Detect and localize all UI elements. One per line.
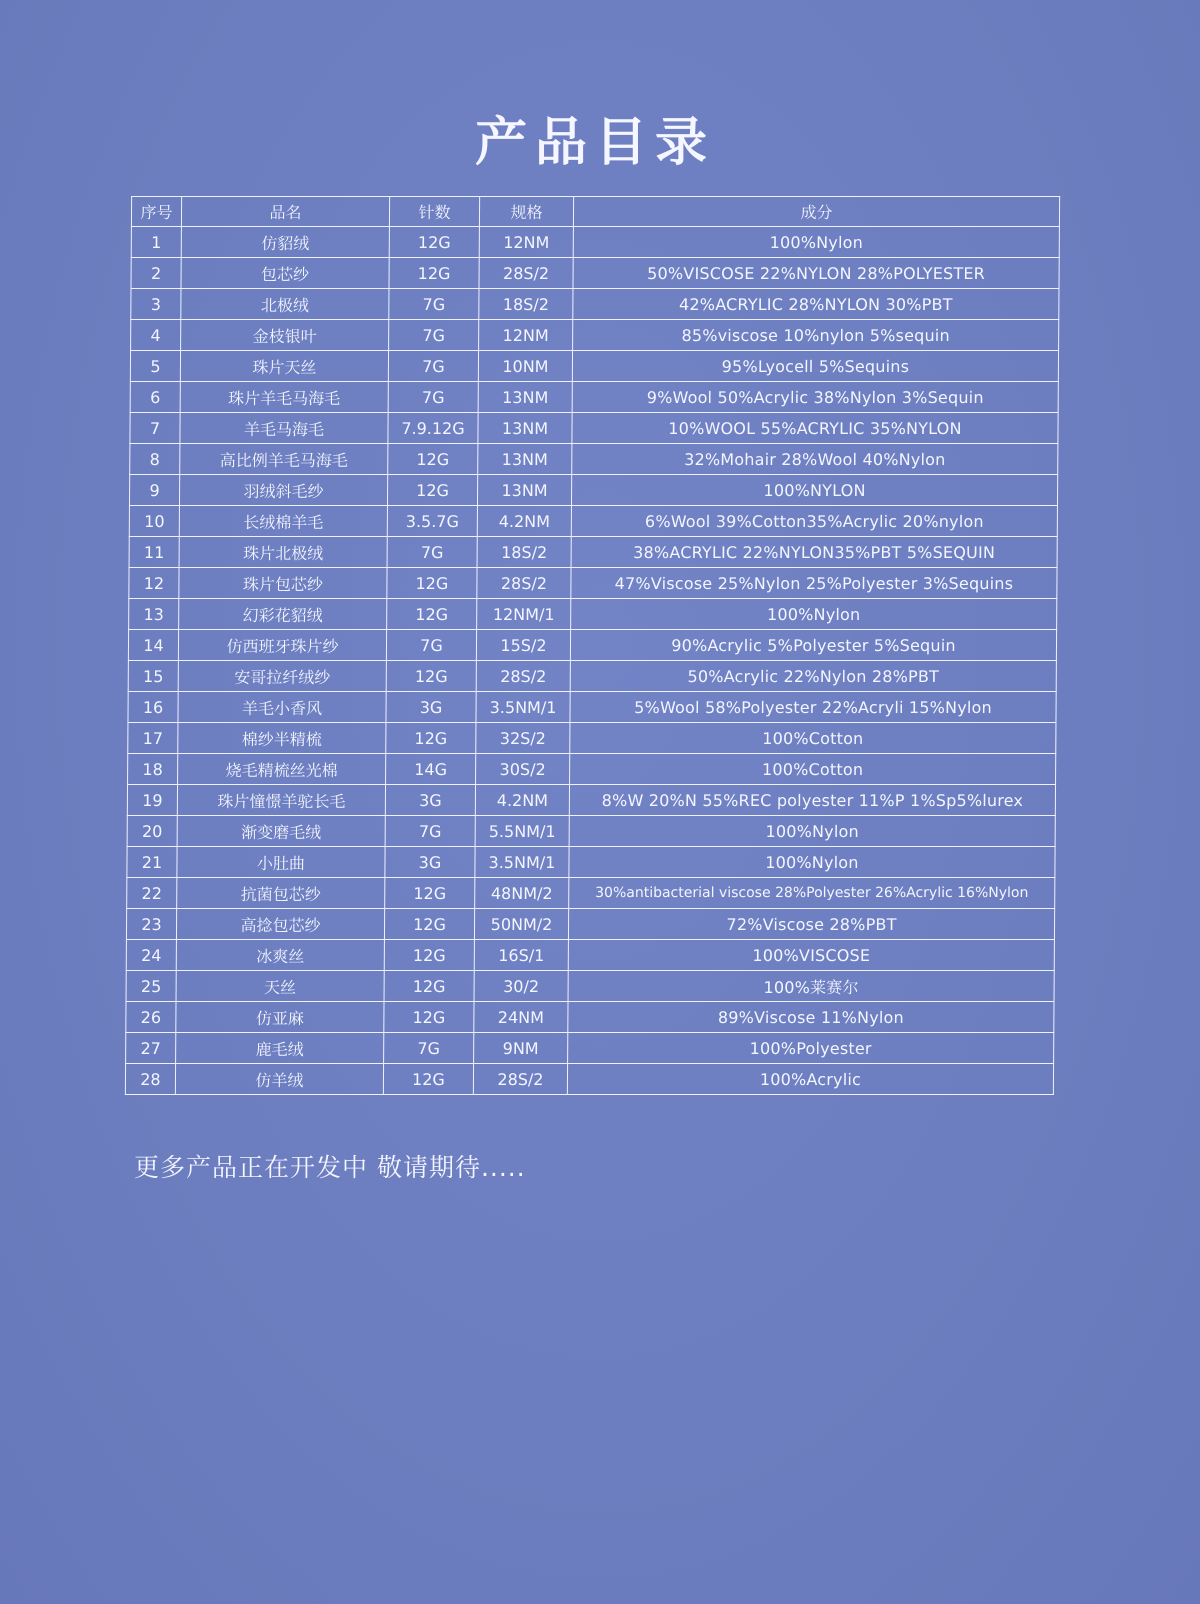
cell-gauge: 3.5.7G (387, 506, 477, 537)
cell-product-name: 珠片憧憬羊驼长毛 (177, 785, 385, 816)
cell-product-name: 冰爽丝 (176, 940, 384, 971)
table-row (126, 909, 1054, 940)
cell-composition: 100%Acrylic (567, 1064, 1053, 1095)
cell-composition: 100%Cotton (570, 754, 1056, 785)
table-row (131, 320, 1059, 351)
cell-product-name: 抗菌包芯纱 (177, 878, 385, 909)
cell-composition: 89%Viscose 11%Nylon (568, 1002, 1054, 1033)
cell-specification: 3.5NM/1 (475, 847, 569, 878)
cell-specification: 30/2 (474, 971, 568, 1002)
cell-gauge: 7G (387, 537, 477, 568)
cell-specification: 12NM/1 (477, 599, 571, 630)
cell-gauge: 12G (384, 971, 474, 1002)
cell-specification: 10NM (478, 351, 572, 382)
table-row (128, 754, 1056, 785)
cell-product-name: 鹿毛绒 (176, 1033, 384, 1064)
table-row (130, 382, 1058, 413)
table-row (126, 1033, 1054, 1064)
cell-gauge: 12G (387, 475, 477, 506)
cell-serial-number: 10 (129, 506, 179, 537)
cell-gauge: 7G (386, 630, 476, 661)
cell-composition: 6%Wool 39%Cotton35%Acrylic 20%nylon (571, 506, 1057, 537)
cell-specification: 48NM/2 (475, 878, 569, 909)
table-row (128, 661, 1056, 692)
table-row (127, 785, 1055, 816)
table-row (129, 475, 1057, 506)
table-row (127, 878, 1055, 909)
cell-composition: 5%Wool 58%Polyester 22%Acryli 15%Nylon (570, 692, 1056, 723)
cell-serial-number: 16 (128, 692, 178, 723)
cell-composition: 100%莱赛尔 (568, 971, 1054, 1002)
cell-product-name: 北极绒 (181, 289, 389, 320)
cell-product-name: 棉纱半精梳 (178, 723, 386, 754)
cell-serial-number: 4 (131, 320, 181, 351)
table-row (131, 289, 1059, 320)
header-specification: 规格 (479, 197, 573, 227)
cell-serial-number: 27 (126, 1033, 176, 1064)
cell-serial-number: 24 (126, 940, 176, 971)
cell-serial-number: 11 (129, 537, 179, 568)
cell-specification: 5.5NM/1 (475, 816, 569, 847)
header-product-name: 品名 (181, 197, 389, 227)
cell-composition: 50%VISCOSE 22%NYLON 28%POLYESTER (573, 258, 1059, 289)
cell-gauge: 7G (384, 1033, 474, 1064)
cell-specification: 28S/2 (477, 568, 571, 599)
cell-specification: 18S/2 (479, 289, 573, 320)
cell-serial-number: 7 (130, 413, 180, 444)
cell-composition: 100%Nylon (569, 816, 1055, 847)
table-row (131, 258, 1059, 289)
cell-specification: 28S/2 (473, 1064, 567, 1095)
cell-specification: 30S/2 (476, 754, 570, 785)
cell-gauge: 12G (384, 909, 474, 940)
table-row (130, 444, 1058, 475)
cell-specification: 50NM/2 (474, 909, 568, 940)
table-header-row (131, 197, 1059, 227)
cell-product-name: 小肚曲 (177, 847, 385, 878)
table-body (125, 227, 1059, 1095)
cell-serial-number: 9 (129, 475, 179, 506)
cell-product-name: 仿羊绒 (175, 1064, 383, 1095)
cell-specification: 13NM (478, 382, 572, 413)
cell-gauge: 7G (388, 351, 478, 382)
cell-serial-number: 6 (130, 382, 180, 413)
cell-product-name: 珠片包芯纱 (179, 568, 387, 599)
cell-composition: 90%Acrylic 5%Polyester 5%Sequin (570, 630, 1056, 661)
cell-gauge: 3G (386, 692, 476, 723)
table-row (131, 227, 1059, 258)
cell-composition: 8%W 20%N 55%REC polyester 11%P 1%Sp5%lurex (569, 785, 1055, 816)
cell-gauge: 7G (389, 289, 479, 320)
cell-serial-number: 19 (127, 785, 177, 816)
cell-composition: 32%Mohair 28%Wool 40%Nylon (572, 444, 1058, 475)
header-composition: 成分 (573, 197, 1059, 227)
cell-gauge: 7G (388, 382, 478, 413)
cell-specification: 28S/2 (479, 258, 573, 289)
cell-specification: 12NM (479, 320, 573, 351)
cell-composition: 100%Nylon (573, 227, 1059, 258)
table-row (129, 599, 1057, 630)
cell-composition: 100%NYLON (571, 475, 1057, 506)
cell-serial-number: 5 (130, 351, 180, 382)
header-gauge: 针数 (389, 197, 479, 227)
table-row (126, 1002, 1054, 1033)
cell-gauge: 7G (389, 320, 479, 351)
cell-gauge: 12G (387, 568, 477, 599)
table-row (129, 537, 1057, 568)
table-row (129, 506, 1057, 537)
table-row (127, 816, 1055, 847)
table-row (125, 1064, 1053, 1095)
cell-gauge: 12G (386, 661, 476, 692)
cell-composition: 38%ACRYLIC 22%NYLON35%PBT 5%SEQUIN (571, 537, 1057, 568)
cell-product-name: 烧毛精梳丝光棉 (178, 754, 386, 785)
cell-gauge: 12G (386, 723, 476, 754)
cell-product-name: 安哥拉纤绒纱 (178, 661, 386, 692)
cell-composition: 100%VISCOSE (568, 940, 1054, 971)
cell-gauge: 12G (389, 227, 479, 258)
cell-composition: 47%Viscose 25%Nylon 25%Polyester 3%Sequins (571, 568, 1057, 599)
cell-product-name: 仿西班牙珠片纱 (178, 630, 386, 661)
cell-composition: 42%ACRYLIC 28%NYLON 30%PBT (573, 289, 1059, 320)
footer-note: 更多产品正在开发中 敬请期待..... (134, 1153, 526, 1182)
cell-composition: 95%Lyocell 5%Sequins (572, 351, 1058, 382)
cell-product-name: 珠片北极绒 (179, 537, 387, 568)
table-row (130, 351, 1058, 382)
cell-product-name: 天丝 (176, 971, 384, 1002)
cell-specification: 18S/2 (477, 537, 571, 568)
cell-composition: 50%Acrylic 22%Nylon 28%PBT (570, 661, 1056, 692)
cell-serial-number: 26 (126, 1002, 176, 1033)
cell-product-name: 仿貂绒 (181, 227, 389, 258)
cell-serial-number: 25 (126, 971, 176, 1002)
cell-product-name: 羊毛小香风 (178, 692, 386, 723)
cell-product-name: 仿亚麻 (176, 1002, 384, 1033)
cell-serial-number: 23 (126, 909, 176, 940)
cell-serial-number: 21 (127, 847, 177, 878)
cell-specification: 16S/1 (474, 940, 568, 971)
cell-specification: 28S/2 (476, 661, 570, 692)
cell-serial-number: 8 (130, 444, 180, 475)
cell-gauge: 12G (383, 1064, 473, 1095)
cell-product-name: 幻彩花貂绒 (179, 599, 387, 630)
cell-serial-number: 28 (125, 1064, 175, 1095)
table-row (128, 630, 1056, 661)
cell-specification: 13NM (478, 444, 572, 475)
cell-composition: 100%Polyester (568, 1033, 1054, 1064)
cell-serial-number: 2 (131, 258, 181, 289)
cell-serial-number: 14 (128, 630, 178, 661)
cell-specification: 4.2NM (477, 506, 571, 537)
cell-composition: 9%Wool 50%Acrylic 38%Nylon 3%Sequin (572, 382, 1058, 413)
cell-product-name: 长绒棉羊毛 (179, 506, 387, 537)
cell-gauge: 12G (387, 599, 477, 630)
cell-composition: 85%viscose 10%nylon 5%sequin (573, 320, 1059, 351)
table-row (130, 413, 1058, 444)
cell-serial-number: 12 (129, 568, 179, 599)
cell-specification: 13NM (478, 413, 572, 444)
cell-composition: 100%Nylon (571, 599, 1057, 630)
table-row (126, 940, 1054, 971)
cell-composition: 100%Cotton (570, 723, 1056, 754)
cell-product-name: 羊毛马海毛 (180, 413, 388, 444)
cell-product-name: 珠片羊毛马海毛 (180, 382, 388, 413)
cell-serial-number: 15 (128, 661, 178, 692)
cell-gauge: 7G (385, 816, 475, 847)
table-row (128, 723, 1056, 754)
cell-gauge: 12G (384, 1002, 474, 1033)
table-row (126, 971, 1054, 1002)
cell-specification: 24NM (474, 1002, 568, 1033)
cell-product-name: 金枝银叶 (181, 320, 389, 351)
table-row (129, 568, 1057, 599)
cell-product-name: 渐变磨毛绒 (177, 816, 385, 847)
cell-product-name: 羽绒斜毛纱 (179, 475, 387, 506)
cell-product-name: 珠片天丝 (180, 351, 388, 382)
cell-specification: 32S/2 (476, 723, 570, 754)
cell-serial-number: 3 (131, 289, 181, 320)
cell-product-name: 高捻包芯纱 (176, 909, 384, 940)
cell-gauge: 12G (384, 940, 474, 971)
cell-specification: 4.2NM (475, 785, 569, 816)
cell-composition: 30%antibacterial viscose 28%Polyester 26%Acrylic 16%Nylon (569, 878, 1055, 909)
cell-composition: 72%Viscose 28%PBT (568, 909, 1054, 940)
table-row (128, 692, 1056, 723)
cell-specification: 13NM (477, 475, 571, 506)
cell-specification: 15S/2 (476, 630, 570, 661)
header-serial-number: 序号 (131, 197, 181, 227)
cell-serial-number: 17 (128, 723, 178, 754)
page-title: 产品目录 (474, 112, 715, 173)
cell-gauge: 12G (388, 444, 478, 475)
cell-product-name: 包芯纱 (181, 258, 389, 289)
cell-gauge: 3G (385, 785, 475, 816)
cell-serial-number: 18 (128, 754, 178, 785)
product-catalog-table (125, 196, 1060, 1095)
cell-specification: 9NM (474, 1033, 568, 1064)
cell-serial-number: 13 (129, 599, 179, 630)
cell-specification: 3.5NM/1 (476, 692, 570, 723)
cell-gauge: 12G (389, 258, 479, 289)
cell-gauge: 3G (385, 847, 475, 878)
cell-specification: 12NM (479, 227, 573, 258)
cell-gauge: 14G (386, 754, 476, 785)
cell-composition: 100%Nylon (569, 847, 1055, 878)
cell-product-name: 高比例羊毛马海毛 (180, 444, 388, 475)
cell-gauge: 12G (385, 878, 475, 909)
cell-serial-number: 22 (127, 878, 177, 909)
table-row (127, 847, 1055, 878)
cell-serial-number: 20 (127, 816, 177, 847)
cell-composition: 10%WOOL 55%ACRYLIC 35%NYLON (572, 413, 1058, 444)
cell-serial-number: 1 (131, 227, 181, 258)
cell-gauge: 7.9.12G (388, 413, 478, 444)
